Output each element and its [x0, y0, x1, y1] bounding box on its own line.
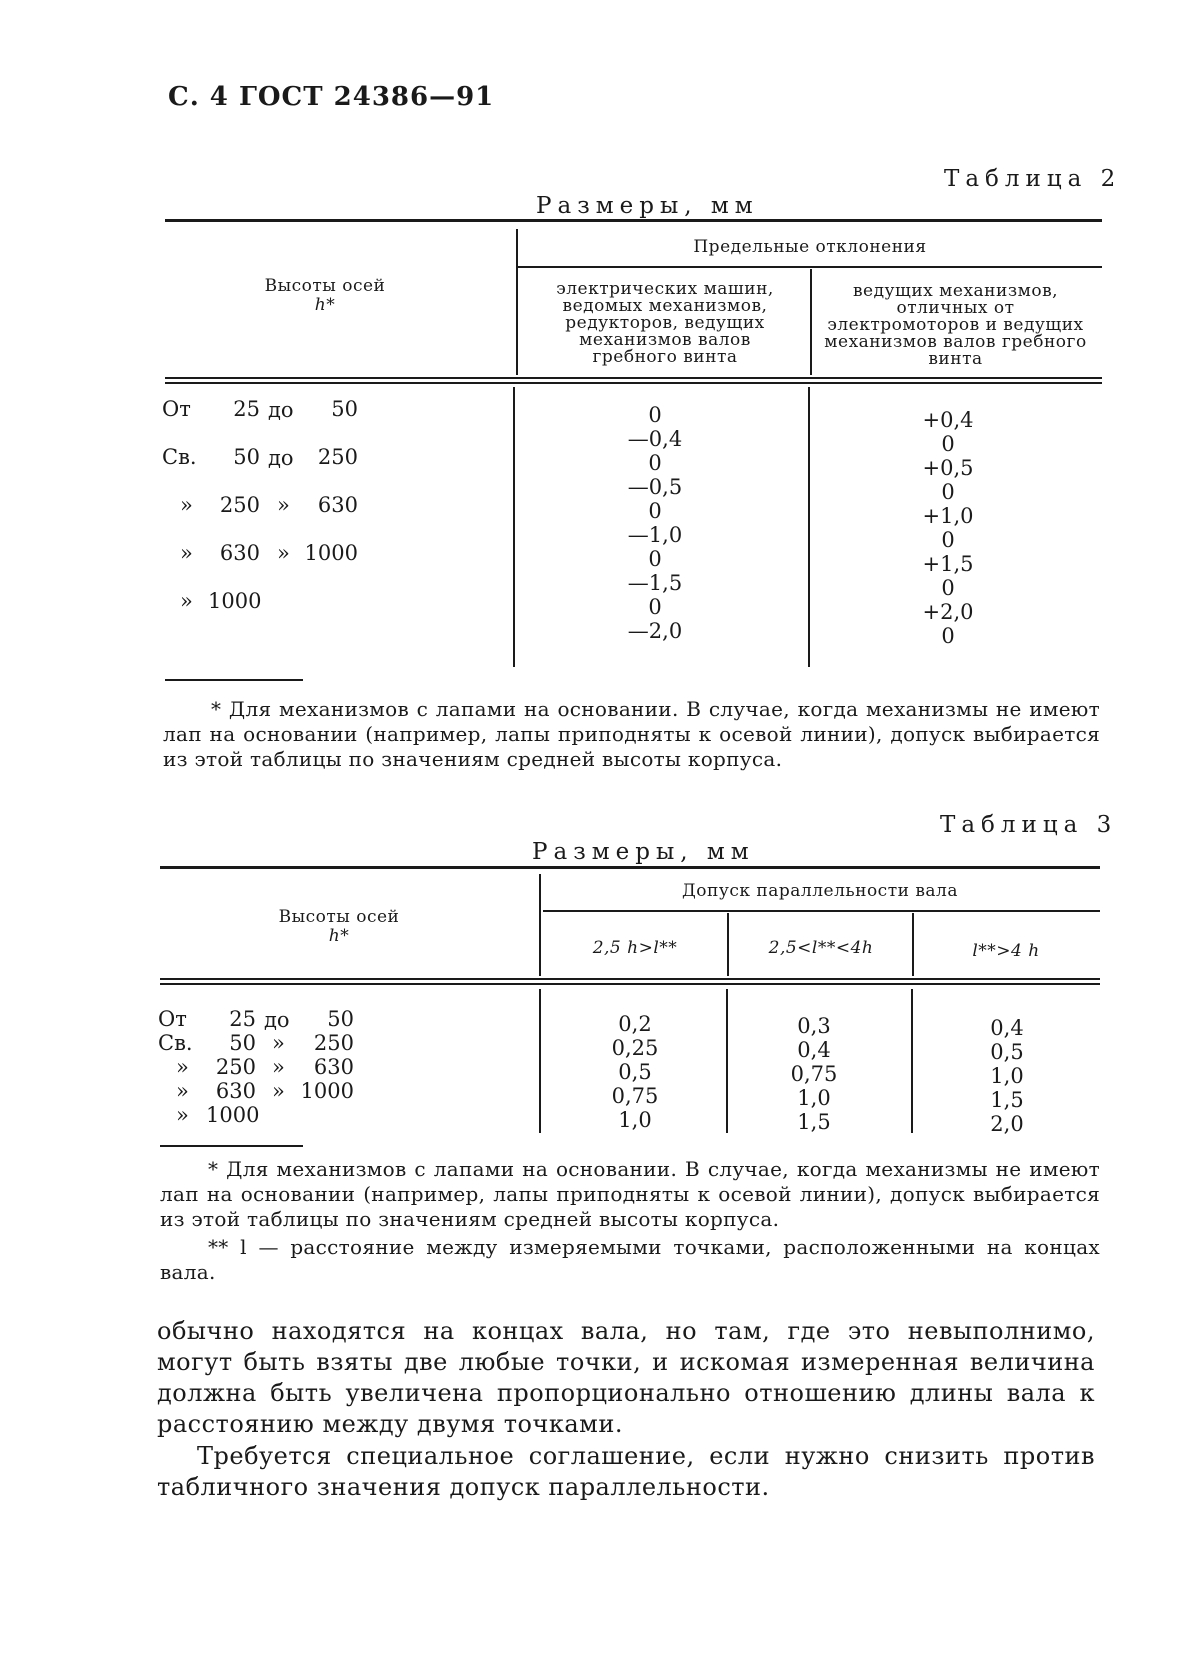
- t3-row4-c: »: [272, 1079, 285, 1103]
- table3-vline-body-2: [726, 989, 728, 1133]
- table2-subheader-2: ведущих механизмов, отличных от электромоторов и ведущих механизмов валов гребного винта: [824, 281, 1087, 369]
- t2-c2-v7: 0: [941, 576, 955, 600]
- t2-c1-v2: 0: [648, 451, 662, 475]
- t2-c1-v3: —0,5: [627, 475, 683, 499]
- t3-row2-a: Св.: [158, 1031, 193, 1055]
- table3-vline-body-1: [539, 989, 541, 1133]
- t3-c3-v4: 2,0: [990, 1112, 1024, 1136]
- t3-row5-b: 1000: [206, 1103, 260, 1127]
- paragraph-1: обычно находятся на концах вала, но там, где это невыполнимо, могут быть взяты две любые точки, и искомая измеренная величина должна быть увеличена пропорционально отношению длины вала к расстоянию между двумя точками.: [157, 1317, 1095, 1438]
- t3-c2-v3: 1,0: [797, 1086, 831, 1110]
- t2-c1-v0: 0: [648, 403, 662, 427]
- t3-row4-d: 1000: [300, 1079, 354, 1103]
- table2-subheader-1: электрических машин, ведомых механизмов, редукторов, ведущих механизмов валов гребного винта: [556, 279, 774, 367]
- t2-c2-v0: +0,4: [922, 408, 974, 432]
- t2-c1-v6: 0: [648, 547, 662, 571]
- table2-vline-head-1: [516, 229, 518, 375]
- t3-c2-v1: 0,4: [797, 1038, 831, 1062]
- table3-vline-head-2: [727, 913, 729, 976]
- t2-c2-v5: 0: [941, 528, 955, 552]
- table3-subheader-3: l**>4 h: [972, 941, 1040, 961]
- table3-group-rule: [543, 910, 1100, 912]
- t2-row3-c: »: [277, 493, 290, 517]
- t2-c1-v7: —1,5: [627, 571, 683, 595]
- table3-subheader-1: 2,5 h>l**: [592, 938, 678, 958]
- t2-c2-v4: +1,0: [922, 504, 974, 528]
- t3-row1-b: 25: [229, 1007, 256, 1031]
- t3-row1-d: 50: [327, 1007, 354, 1031]
- table3-subheader-2: 2,5<l**<4h: [768, 938, 874, 958]
- t3-c1-v3: 0,75: [611, 1084, 659, 1108]
- t2-c2-v2: +0,5: [922, 456, 974, 480]
- table3-col2-values: [759, 1014, 869, 1134]
- table3-top-rule: [160, 866, 1100, 869]
- t2-c2-v6: +1,5: [922, 552, 974, 576]
- t3-c1-v0: 0,2: [618, 1012, 652, 1036]
- table3-head-rule-1: [160, 978, 1100, 980]
- table2-axis-header: [230, 278, 420, 314]
- t3-c3-v3: 1,5: [990, 1088, 1024, 1112]
- t2-row1-a: От: [162, 397, 191, 421]
- table3-vline-body-3: [911, 989, 913, 1133]
- table3-vline-head-3: [912, 913, 914, 976]
- table3-axis-label: Высоты осей: [278, 907, 400, 927]
- t3-row1-a: От: [158, 1007, 187, 1031]
- t3-row2-b: 50: [229, 1031, 256, 1055]
- table2-head-rule-1: [165, 377, 1102, 379]
- t3-row5-a: »: [176, 1103, 189, 1127]
- t3-c2-v0: 0,3: [797, 1014, 831, 1038]
- t2-row4-b: 630: [219, 541, 260, 565]
- t3-c3-v2: 1,0: [990, 1064, 1024, 1088]
- t2-row2-a: Св.: [162, 445, 197, 469]
- t3-row2-d: 250: [313, 1031, 354, 1055]
- t3-c3-v1: 0,5: [990, 1040, 1024, 1064]
- table2-vline-body-2: [808, 387, 810, 667]
- t2-row4-c: »: [277, 541, 290, 565]
- t2-row2-b: 50: [233, 445, 260, 469]
- table2-vline-body-1: [513, 387, 515, 667]
- table2-group-rule: [518, 266, 1102, 268]
- table3-caption: Таблица 3: [940, 812, 1118, 838]
- table2-footnote: * Для механизмов с лапами на основании. В случае, когда механизмы не имеют лап на основании (например, лапы приподняты к осевой линии), допуск выбирается из этой таблицы по значениям средней высоты корпуса.: [163, 697, 1100, 771]
- table3-head-rule-2: [160, 983, 1100, 985]
- t2-row3-b: 250: [219, 493, 260, 517]
- t2-c1-v4: 0: [648, 499, 662, 523]
- t3-row4-a: »: [176, 1079, 189, 1103]
- t2-row2-c: до: [268, 446, 294, 470]
- t2-c2-v1: 0: [941, 432, 955, 456]
- table2-head-rule-2: [165, 382, 1102, 384]
- t2-row1-d: 50: [331, 397, 358, 421]
- t2-c1-v5: —1,0: [627, 523, 683, 547]
- t2-row1-b: 25: [233, 397, 260, 421]
- t3-row1-c: до: [264, 1008, 290, 1032]
- t3-row3-a: »: [176, 1055, 189, 1079]
- table3-axis-header: [244, 909, 434, 945]
- table2-col2-values: [893, 408, 1003, 648]
- t2-c2-v8: +2,0: [922, 600, 974, 624]
- table2-top-rule: [165, 219, 1102, 222]
- table2-caption: Таблица 2: [944, 166, 1122, 192]
- table3-group-header: Допуск параллельности вала: [681, 881, 958, 901]
- t3-row4-b: 630: [215, 1079, 256, 1103]
- table3-axis-symbol: h*: [328, 926, 350, 946]
- t2-row4-d: 1000: [304, 541, 358, 565]
- table2-col1-values: [600, 403, 710, 643]
- t2-c1-v8: 0: [648, 595, 662, 619]
- t2-row3-d: 630: [317, 493, 358, 517]
- t3-c1-v2: 0,5: [618, 1060, 652, 1084]
- t3-row3-b: 250: [215, 1055, 256, 1079]
- table3-footnote-1: * Для механизмов с лапами на основании. В случае, когда механизмы не имеют лап на основании (например, лапы приподняты к осевой линии), допуск выбирается из этой таблицы по значениям средней высоты корпуса.: [160, 1157, 1100, 1231]
- table3-vline-head-1: [539, 874, 541, 976]
- t2-row5-b: 1000: [208, 589, 262, 613]
- t2-row5-a: »: [180, 589, 193, 613]
- t3-row2-c: »: [272, 1031, 285, 1055]
- table3-col1-values: [580, 1012, 690, 1132]
- t3-c3-v0: 0,4: [990, 1016, 1024, 1040]
- table2-group-header: Предельные отклонения: [693, 237, 927, 257]
- t2-c2-v3: 0: [941, 480, 955, 504]
- table2-axis-label: Высоты осей: [264, 276, 386, 296]
- paragraph-2: Требуется специальное соглашение, если нужно снизить против табличного значения допуск параллельности.: [157, 1442, 1095, 1501]
- t2-c1-v1: —0,4: [627, 427, 683, 451]
- table3-footnote-2: ** l — расстояние между измеряемыми точками, расположенными на концах вала.: [160, 1235, 1100, 1284]
- t2-c2-v9: 0: [941, 624, 955, 648]
- t2-row2-d: 250: [317, 445, 358, 469]
- t2-row3-a: »: [180, 493, 193, 517]
- table3-units: Размеры, мм: [532, 839, 755, 865]
- page-header: С. 4 ГОСТ 24386—91: [168, 82, 495, 112]
- t3-row3-c: »: [272, 1055, 285, 1079]
- t2-c1-v9: —2,0: [627, 619, 683, 643]
- t3-c2-v2: 0,75: [790, 1062, 838, 1086]
- t3-row3-d: 630: [313, 1055, 354, 1079]
- table3-footnote-rule: [160, 1145, 303, 1147]
- table2-vline-head-2: [810, 269, 812, 375]
- t3-c1-v1: 0,25: [611, 1036, 659, 1060]
- table2-footnote-rule: [165, 679, 303, 681]
- t3-c1-v4: 1,0: [618, 1108, 652, 1132]
- t2-row1-c: до: [268, 398, 294, 422]
- t2-row4-a: »: [180, 541, 193, 565]
- table2-axis-symbol: h*: [314, 295, 336, 315]
- table3-col3-values: [952, 1016, 1062, 1136]
- t3-c2-v4: 1,5: [797, 1110, 831, 1134]
- table2-units: Размеры, мм: [536, 193, 759, 219]
